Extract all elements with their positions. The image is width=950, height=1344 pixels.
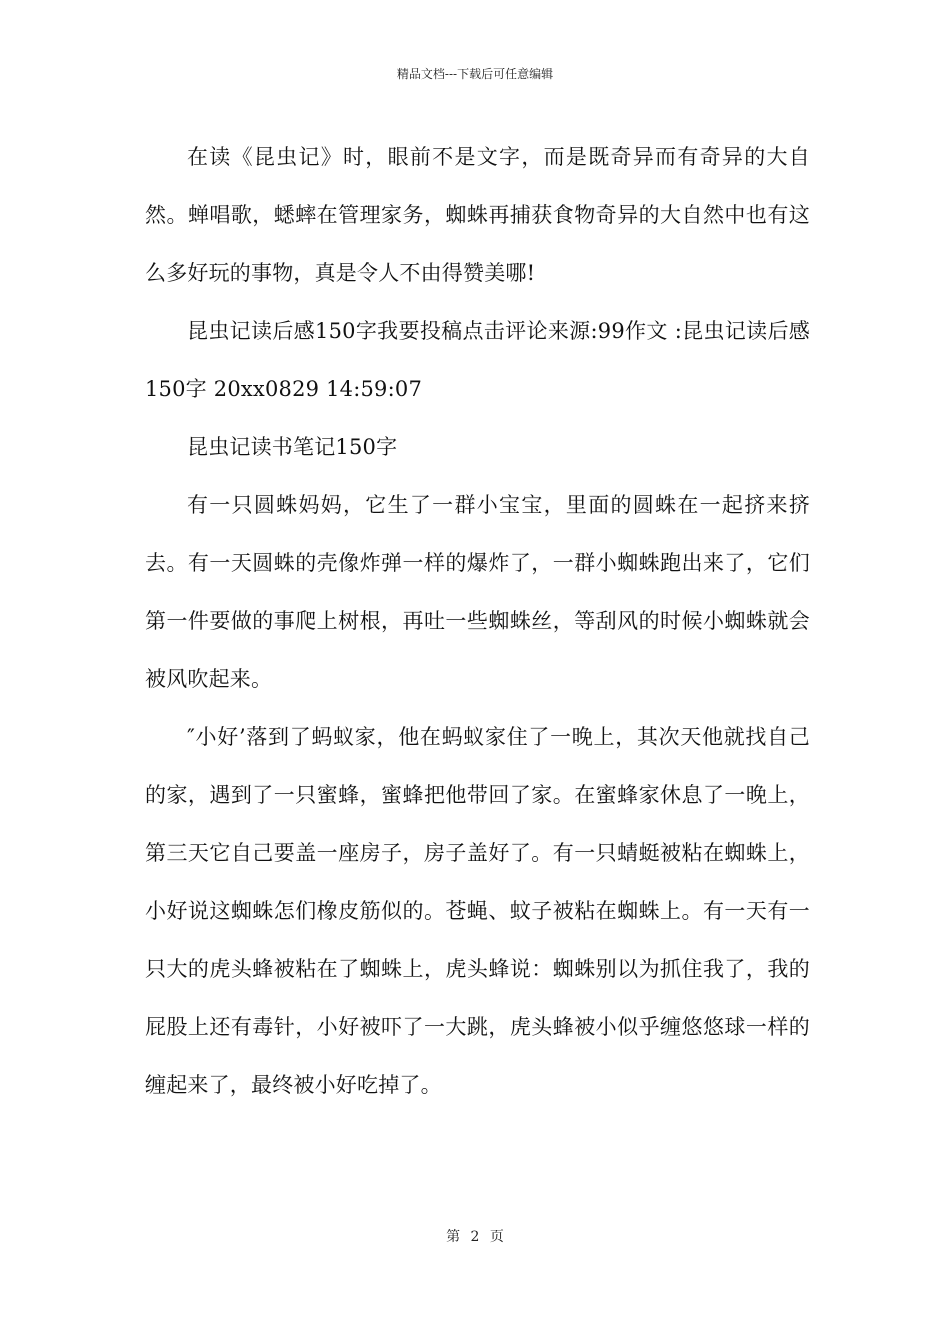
- paragraph-1: 在读《昆虫记》时，眼前不是文字，而是既奇异而有奇异的大自然。蝉唱歌，蟋蟀在管理家务，蜘蛛再捕获食物奇异的大自然中也有这么多好玩的事物，真是令人不由得赞美哪!: [145, 145, 810, 285]
- page-number: 2: [470, 1229, 480, 1245]
- page-number-prefix: 第: [446, 1229, 461, 1245]
- paragraph-2: 昆虫记读后感150字我要投稿点击评论来源:99作文 :昆虫记读后感150字 20xx0829 14:59:07: [145, 319, 810, 401]
- document-body: [145, 128, 810, 1114]
- paragraph-4: 有一只圆蛛妈妈，它生了一群小宝宝，里面的圆蛛在一起挤来挤去。有一天圆蛛的壳像炸弹一样的爆炸了，一群小蜘蛛跑出来了，它们第一件要做的事爬上树根，再吐一些蜘蛛丝，等刮风的时候小蜘蛛就会被风吹起来。: [145, 493, 810, 691]
- page-header: 精品文档---下载后可任意编辑: [396, 67, 554, 81]
- page-number-suffix: 页: [489, 1229, 504, 1245]
- paragraph-3: 昆虫记读书笔记150字: [187, 435, 398, 459]
- paragraph-5: ″小好’落到了蚂蚁家，他在蚂蚁家住了一晚上，其次天他就找自己的家，遇到了一只蜜蜂，蜜蜂把他带回了家。在蜜蜂家休息了一晚上，第三天它自己要盖一座房子，房子盖好了。有一只蜻蜓被粘在蜘蛛上，小好说这蜘蛛怎们橡皮筋似的。苍蝇、蚊子被粘在蜘蛛上。有一天有一只大的虎头蜂被粘在了蜘蛛上，虎头蜂说：蜘蛛别以为抓住我了，我的屁股上还有毒针，小好被吓了一大跳，虎头蜂被小似乎缠悠悠球一样的缠起来了，最终被小好吃掉了。: [145, 725, 810, 1097]
- page-footer: [0, 1228, 950, 1246]
